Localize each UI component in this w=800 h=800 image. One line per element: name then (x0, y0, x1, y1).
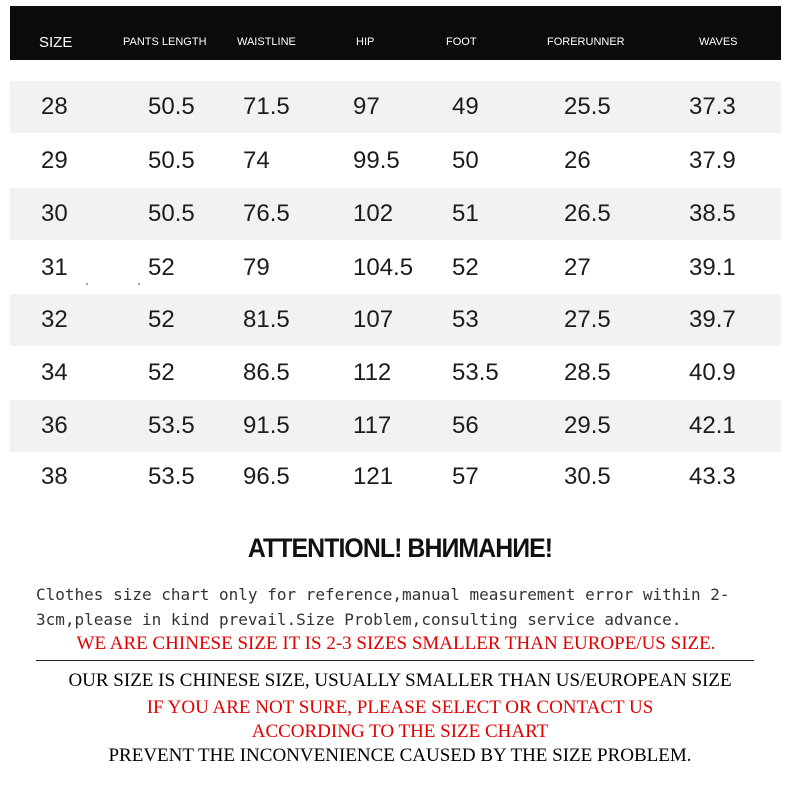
red-size-warning: WE ARE CHINESE SIZE IT IS 2-3 SIZES SMALLER THAN EUROPE/US SIZE. (76, 633, 716, 654)
stray-dot (138, 283, 140, 285)
cell-waves: 37.3 (689, 93, 736, 120)
disclaimer-line-1: Clothes size chart only for reference,manual measurement error within 2- (36, 585, 730, 604)
our-size-note: OUR SIZE IS CHINESE SIZE, USUALLY SMALLER THAN US/EUROPEAN SIZE (68, 670, 732, 691)
cell-pants-length: 50.5 (148, 147, 195, 174)
cell-foot: 52 (452, 254, 479, 281)
not-sure-note-2: ACCORDING TO THE SIZE CHART (251, 721, 549, 742)
cell-waves: 37.9 (689, 147, 736, 174)
cell-forerunner: 27.5 (564, 306, 611, 333)
stray-dot (86, 283, 88, 285)
cell-forerunner: 25.5 (564, 93, 611, 120)
cell-foot: 51 (452, 200, 479, 227)
header-waistline: WAISTLINE (237, 36, 296, 48)
header-waves: WAVES (699, 36, 738, 48)
cell-foot: 56 (452, 412, 479, 439)
cell-waistline: 79 (243, 254, 270, 281)
table-row (10, 242, 781, 294)
table-row (10, 347, 781, 399)
cell-waistline: 74 (243, 147, 270, 174)
table-row (10, 188, 781, 240)
cell-size: 38 (41, 463, 68, 490)
cell-hip: 117 (353, 412, 392, 439)
cell-hip: 104.5 (353, 254, 414, 281)
cell-forerunner: 27 (564, 254, 591, 281)
cell-waistline: 76.5 (243, 200, 290, 227)
prevent-note: PREVENT THE INCONVENIENCE CAUSED BY THE SIZE PROBLEM. (108, 745, 692, 766)
cell-pants-length: 50.5 (148, 200, 195, 227)
header-foot: FOOT (446, 36, 477, 48)
disclaimer-line-2: 3cm,please in kind prevail.Size Problem,consulting service advance. (36, 610, 682, 629)
cell-foot: 57 (452, 463, 479, 490)
cell-size: 34 (41, 359, 68, 386)
table-row (10, 294, 781, 346)
cell-hip: 99.5 (353, 147, 400, 174)
table-header (10, 6, 781, 60)
cell-size: 31 (41, 254, 68, 281)
cell-waistline: 81.5 (243, 306, 290, 333)
cell-waves: 39.1 (689, 254, 736, 281)
cell-pants-length: 50.5 (148, 93, 195, 120)
cell-forerunner: 30.5 (564, 463, 611, 490)
cell-pants-length: 52 (148, 254, 175, 281)
cell-waves: 42.1 (689, 412, 736, 439)
cell-pants-length: 52 (148, 359, 175, 386)
cell-waves: 39.7 (689, 306, 736, 333)
cell-size: 32 (41, 306, 68, 333)
cell-foot: 50 (452, 147, 479, 174)
cell-forerunner: 26 (564, 147, 591, 174)
table-row (10, 451, 781, 503)
cell-pants-length: 53.5 (148, 412, 195, 439)
cell-size: 28 (41, 93, 68, 120)
cell-hip: 102 (353, 200, 394, 227)
divider-line (36, 660, 754, 661)
cell-size: 29 (41, 147, 68, 174)
cell-waves: 43.3 (689, 463, 736, 490)
cell-forerunner: 28.5 (564, 359, 611, 386)
cell-hip: 107 (353, 306, 394, 333)
table-row (10, 81, 781, 133)
cell-waistline: 91.5 (243, 412, 290, 439)
header-size: SIZE (39, 34, 73, 51)
cell-waves: 38.5 (689, 200, 736, 227)
cell-hip: 112 (353, 359, 392, 386)
cell-size: 36 (41, 412, 68, 439)
header-hip: HIP (356, 36, 375, 48)
cell-foot: 49 (452, 93, 479, 120)
cell-waistline: 86.5 (243, 359, 290, 386)
cell-size: 30 (41, 200, 68, 227)
cell-forerunner: 29.5 (564, 412, 611, 439)
not-sure-note-1: IF YOU ARE NOT SURE, PLEASE SELECT OR CONTACT US (146, 697, 654, 718)
cell-waistline: 71.5 (243, 93, 290, 120)
cell-foot: 53.5 (452, 359, 499, 386)
cell-waistline: 96.5 (243, 463, 290, 490)
cell-waves: 40.9 (689, 359, 736, 386)
cell-hip: 97 (353, 93, 380, 120)
cell-foot: 53 (452, 306, 479, 333)
header-forerunner: FORERUNNER (547, 36, 625, 48)
cell-pants-length: 53.5 (148, 463, 195, 490)
cell-forerunner: 26.5 (564, 200, 611, 227)
table-row (10, 400, 781, 452)
header-pants-length: PANTS LENGTH (123, 36, 207, 48)
cell-hip: 121 (353, 463, 394, 490)
attention-heading: ATTENTIONL! ВНИМАНИЕ! (247, 533, 553, 563)
cell-pants-length: 52 (148, 306, 175, 333)
table-row (10, 135, 781, 187)
